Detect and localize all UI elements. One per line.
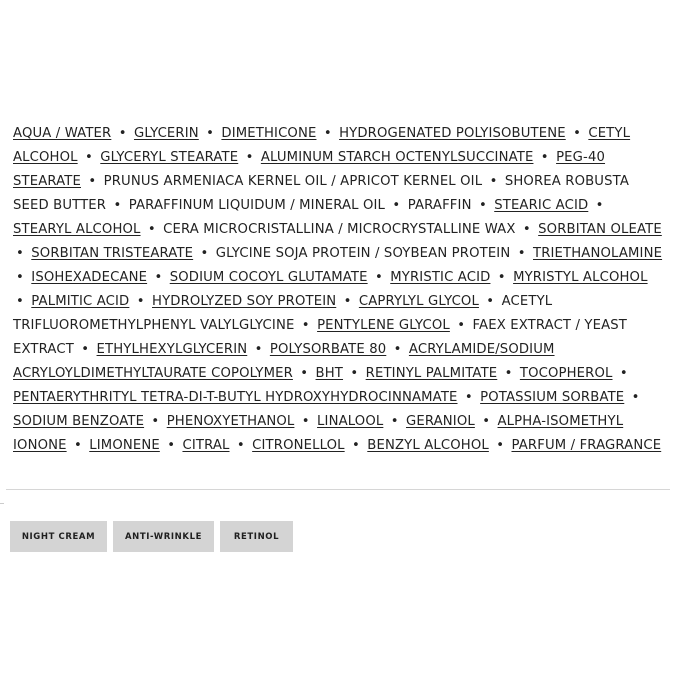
ingredient-separator: • [118,126,127,141]
tag-anti-wrinkle[interactable]: ANTI-WRINKLE [113,521,214,552]
ingredient-separator: • [236,438,245,453]
ingredient-text: GLYCINE SOJA PROTEIN / SOYBEAN PROTEIN [215,246,511,261]
ingredient-link[interactable]: ACRYLAMIDE/SODIUM ACRYLOYLDIMETHYLTAURATE COPOLYMER [13,342,555,381]
ingredient-separator: • [206,126,215,141]
ingredient-link[interactable]: CAPRYLYL GLYCOL [358,294,479,309]
ingredient-text: PRUNUS ARMENIACA KERNEL OIL / APRICOT KERNEL OIL [103,174,483,189]
ingredient-link[interactable]: STEARIC ACID [494,198,589,213]
ingredient-link[interactable]: SODIUM COCOYL GLUTAMATE [169,270,368,285]
ingredient-link[interactable]: RETINYL PALMITATE [365,366,498,381]
ingredient-link[interactable]: CITRAL [182,438,230,453]
ingredient-link[interactable]: GLYCERIN [133,126,199,141]
ingredient-separator: • [245,150,254,165]
ingredient-text: ACETYL TRIFLUOROMETHYLPHENYL VALYLGLYCINE [13,294,553,333]
ingredient-link[interactable]: BENZYL ALCOHOL [367,438,489,453]
ingredient-link[interactable]: PARFUM / FRAGRANCE [511,438,662,453]
ingredient-link[interactable]: LIMONENE [89,438,160,453]
ingredient-separator: • [352,438,360,453]
ingredient-separator: • [486,294,495,309]
ingredient-separator: • [167,438,176,453]
ingredient-separator: • [478,198,487,213]
ingredient-separator: • [350,366,359,381]
ingredient-separator: • [16,294,24,309]
ingredient-separator: • [85,150,93,165]
ingredient-link[interactable]: POTASSIUM SORBATE [480,390,625,405]
ingredient-separator: • [151,414,160,429]
ingredient-separator: • [489,174,498,189]
ingredient-text: PARAFFIN [407,198,472,213]
ingredient-link[interactable]: HYDROGENATED POLYISOBUTENE [339,126,566,141]
ingredient-link[interactable]: PEG-40 STEARATE [13,150,606,189]
ingredient-link[interactable]: ISOHEXADECANE [31,270,148,285]
ingredient-link[interactable]: AQUA / WATER [13,126,112,141]
ingredient-separator: • [154,270,163,285]
divider-tick [0,503,4,504]
ingredient-link[interactable]: LINALOOL [317,414,384,429]
ingredient-separator: • [16,246,24,261]
ingredient-text: PARAFFINUM LIQUIDUM / MINERAL OIL [128,198,386,213]
ingredient-link[interactable]: HYDROLYZED SOY PROTEIN [152,294,337,309]
ingredient-separator: • [343,294,352,309]
ingredient-list [13,122,663,458]
ingredient-separator: • [497,270,506,285]
tag-retinol[interactable]: RETINOL [220,521,293,552]
ingredient-text: SHOREA ROBUSTA SEED BUTTER [13,174,629,213]
ingredient-separator: • [540,150,549,165]
ingredient-separator: • [393,342,402,357]
ingredient-link[interactable]: ALUMINUM STARCH OCTENYLSUCCINATE [260,150,534,165]
ingredient-separator: • [457,318,466,333]
ingredient-separator: • [522,222,531,237]
ingredient-link[interactable]: SORBITAN TRISTEARATE [31,246,194,261]
ingredient-link[interactable]: SORBITAN OLEATE [538,222,662,237]
ingredient-link[interactable]: STEARYL ALCOHOL [13,222,141,237]
ingredient-link[interactable]: PALMITIC ACID [31,294,130,309]
ingredient-separator: • [392,198,401,213]
ingredient-link[interactable]: TRIETHANOLAMINE [533,246,663,261]
ingredient-separator: • [200,246,209,261]
ingredient-separator: • [496,438,505,453]
ingredient-link[interactable]: PENTYLENE GLYCOL [317,318,450,333]
ingredient-link[interactable]: TOCOPHEROL [519,366,613,381]
tag-night-cream[interactable]: NIGHT CREAM [10,521,107,552]
ingredient-separator: • [88,174,97,189]
ingredient-link[interactable]: GLYCERYL STEARATE [100,150,239,165]
ingredient-separator: • [517,246,526,261]
ingredient-separator: • [464,390,473,405]
ingredient-link[interactable]: GERANIOL [405,414,475,429]
ingredient-link[interactable]: BHT [315,366,344,381]
ingredient-separator: • [504,366,513,381]
ingredient-separator: • [147,222,156,237]
ingredient-link[interactable]: CETYL ALCOHOL [13,126,631,165]
ingredient-separator: • [631,390,640,405]
ingredient-separator: • [136,294,145,309]
ingredient-separator: • [301,414,310,429]
ingredient-link[interactable]: MYRISTYL ALCOHOL [513,270,648,285]
ingredient-link[interactable]: PHENOXYETHANOL [166,414,295,429]
ingredient-separator: • [81,342,90,357]
ingredient-separator: • [482,414,491,429]
ingredient-separator: • [323,126,332,141]
section-divider [6,489,670,490]
ingredient-link[interactable]: PENTAERYTHRITYL TETRA-DI-T-BUTYL HYDROXYHYDROCINNAMATE [13,390,458,405]
ingredient-link[interactable]: SODIUM BENZOATE [13,414,145,429]
ingredient-separator: • [254,342,263,357]
ingredient-separator: • [573,126,581,141]
ingredient-separator: • [16,270,24,285]
ingredient-link[interactable]: POLYSORBATE 80 [269,342,387,357]
ingredient-separator: • [390,414,399,429]
ingredient-link[interactable]: DIMETHICONE [221,126,317,141]
ingredient-separator: • [113,198,122,213]
ingredient-separator: • [301,318,310,333]
ingredient-separator: • [73,438,82,453]
ingredient-separator: • [619,366,628,381]
ingredient-link[interactable]: CITRONELLOL [252,438,345,453]
ingredient-text: CERA MICROCRISTALLINA / MICROCRYSTALLINE WAX [163,222,516,237]
ingredient-link[interactable]: ETHYLHEXYLGLYCERIN [96,342,248,357]
tag-list [10,521,293,552]
ingredient-text: FAEX EXTRACT / YEAST EXTRACT [13,318,628,357]
ingredient-link[interactable]: MYRISTIC ACID [390,270,491,285]
ingredient-separator: • [300,366,309,381]
ingredient-separator: • [595,198,604,213]
ingredient-separator: • [374,270,383,285]
ingredient-link[interactable]: ALPHA-ISOMETHYL IONONE [13,414,624,453]
